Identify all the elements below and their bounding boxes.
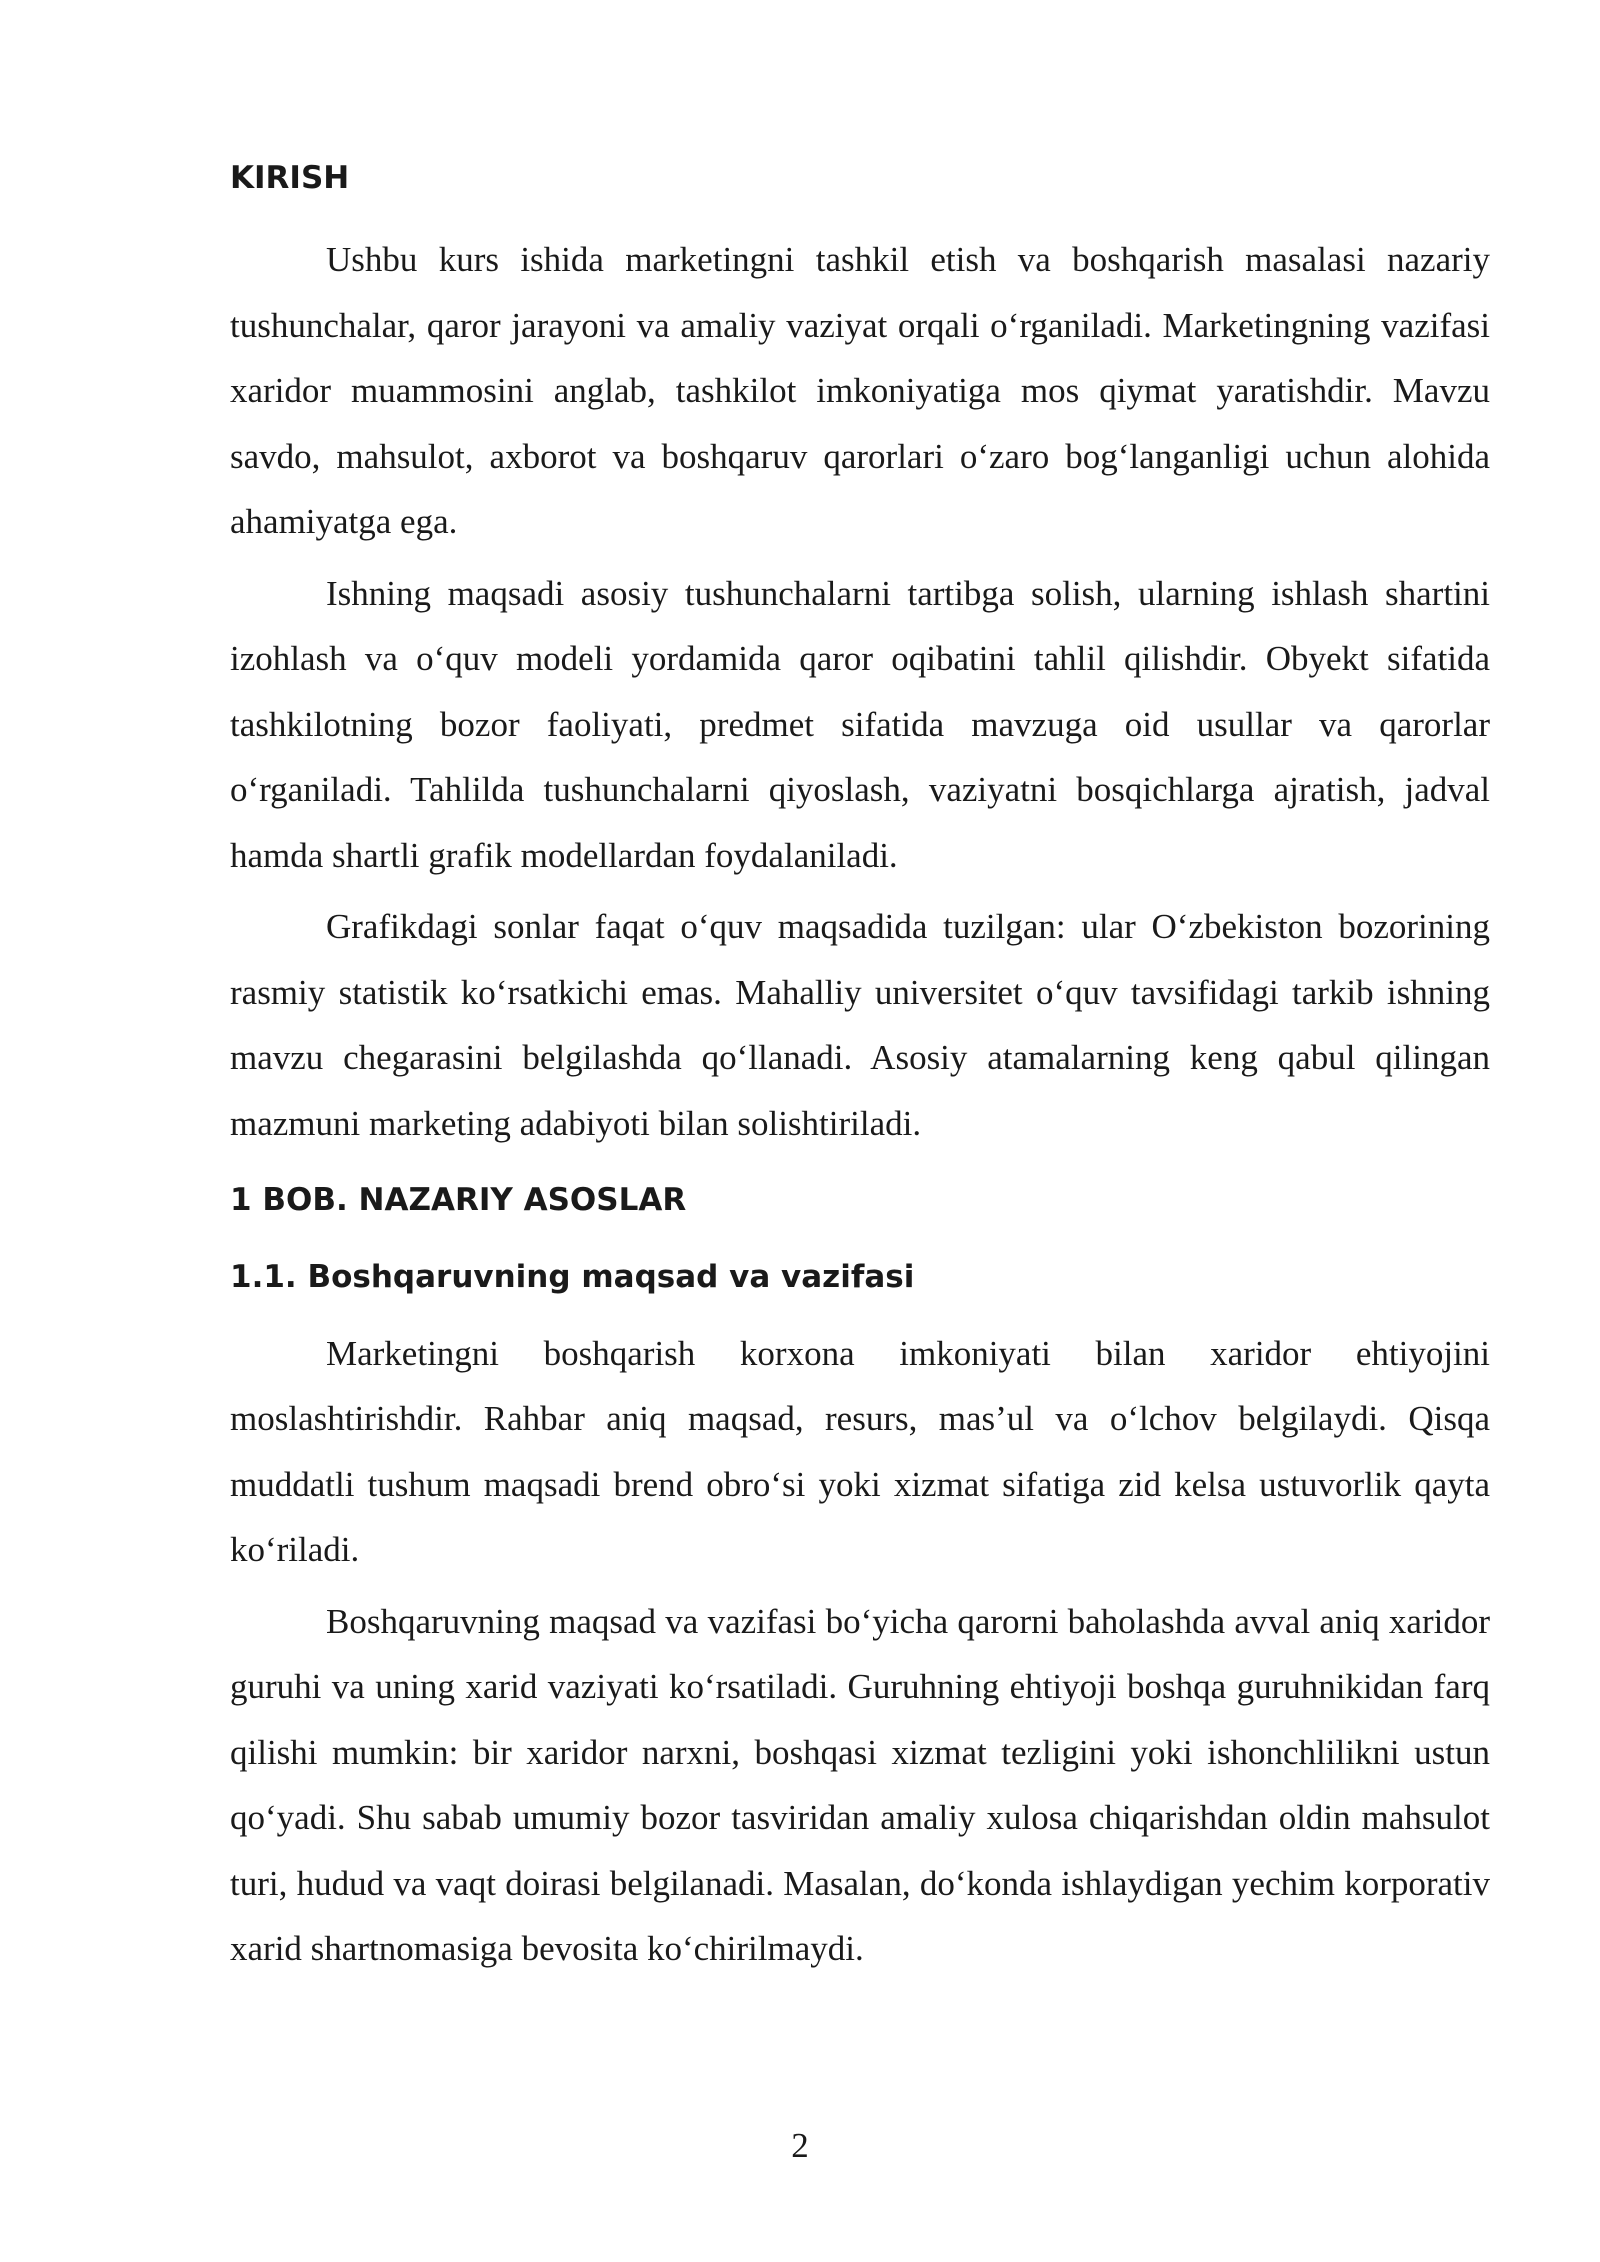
section-paragraph-2: Boshqaruvning maqsad va vazifasi bo‘yicha qarorni baholashda avval aniq xaridor guruhi va uning xarid vaziyati ko‘rsatiladi. Guruhning ehtiyoji boshqa guruhnikidan farq qilishi mumkin: bir xaridor narxni, boshqasi xizmat tezligini yoki ishonchlilikni ustun qo‘yadi. Shu sabab umumiy bozor tasviridan amaliy xulosa chiqarishdan oldin mahsulot turi, hudud va vaqt doirasi belgilanadi. Masalan, do‘konda ishlaydigan yechim korporativ xarid shartnomasiga bevosita ko‘chirilmaydi. bbox=[230, 1601, 1490, 1969]
intro-paragraph-3: Grafikdagi sonlar faqat o‘quv maqsadida tuzilgan: ular O‘zbekiston bozorining rasmiy statistik ko‘rsatkichi emas. Mahalliy universitet o‘quv tavsifidagi tarkib ishning mavzu chegarasini belgilashda qo‘llanadi. Asosiy atamalarning keng qabul qilingan mazmuni marketing adabiyoti bilan solishtiriladi. bbox=[230, 907, 1490, 1143]
chapter-heading: 1 BOB. NAZARIY ASOSLAR bbox=[230, 1182, 687, 1219]
section-paragraph-1: Marketingni boshqarish korxona imkoniyati bilan xaridor ehtiyojini moslashtirishdir. Rahbar aniq maqsad, resurs, mas’ul va o‘lchov belgilaydi. Qisqa muddatli tushum maqsadi brend obro‘si yoki xizmat sifatiga zid kelsa ustuvorlik qayta ko‘riladi. bbox=[230, 1333, 1490, 1570]
intro-paragraph-2: Ishning maqsadi asosiy tushunchalarni tartibga solish, ularning ishlash shartini izohlash va o‘quv modeli yordamida qaror oqibatini tahlil qilishdir. Obyekt sifatida tashkilotning bozor faoliyati, predmet sifatida mavzuga oid usullar va qarorlar o‘rganiladi. Tahlilda tushunchalarni qiyoslash, vaziyatni bosqichlarga ajratish, jadval hamda shartli grafik modellardan foydalaniladi. bbox=[230, 573, 1490, 875]
intro-heading: KIRISH bbox=[230, 160, 350, 196]
section-heading: 1.1. Boshqaruvning maqsad va vazifasi bbox=[230, 1259, 915, 1296]
page-number: 2 bbox=[791, 2126, 809, 2165]
intro-paragraph-1: Ushbu kurs ishida marketingni tashkil etish va boshqarish masalasi nazariy tushunchalar, qaror jarayoni va amaliy vaziyat orqali o‘rganiladi. Marketingning vazifasi xaridor muammosini anglab, tashkilot imkoniyatiga mos qiymat yaratishdir. Mavzu savdo, mahsulot, axborot va boshqaruv qarorlari o‘zaro bog‘langanligi uchun alohida ahamiyatga ega. bbox=[230, 240, 1490, 542]
document-page bbox=[230, 150, 1490, 1988]
